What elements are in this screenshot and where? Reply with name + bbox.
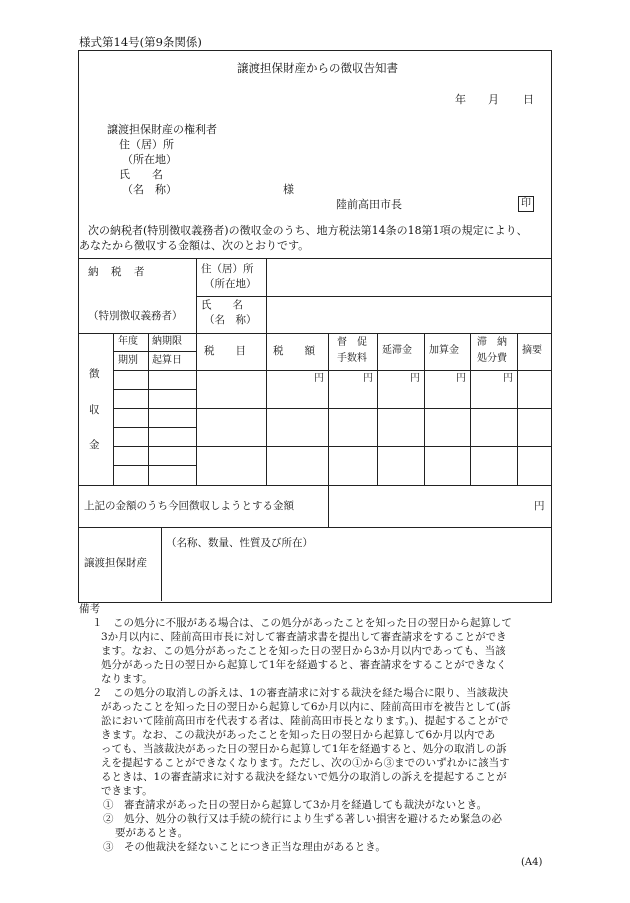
note-line: ２ この処分の取消しの訴えは、1の審査請求に対する裁決を経た場合に限り、当該裁決 bbox=[92, 687, 509, 699]
divider-amount-bottom bbox=[78, 527, 551, 528]
row-label-1: 徴 bbox=[89, 368, 100, 380]
grid-row-a3 bbox=[113, 465, 196, 466]
note-line: ② 処分、処分の執行又は手続の続行により生ずる著しい損害を避けるため緊急の必 bbox=[103, 813, 502, 825]
header-tokusoku-2: 手数料 bbox=[337, 353, 367, 364]
header-kisan: 起算日 bbox=[152, 355, 182, 366]
note-line: １ この処分に不服がある場合は、この処分があったことを知った日の翌日から起算して bbox=[92, 617, 512, 629]
grid-v6 bbox=[377, 333, 378, 485]
grid-row-1 bbox=[113, 408, 551, 409]
header-kasan: 加算金 bbox=[429, 345, 459, 356]
date-day: 日 bbox=[523, 93, 534, 106]
honorific: 様 bbox=[283, 183, 294, 196]
grid-v3 bbox=[196, 333, 197, 485]
header-zeigaku: 税 額 bbox=[273, 345, 315, 357]
recipient-location-label: （所在地） bbox=[122, 153, 177, 166]
note-line: っても、当該裁決があった日の翌日から起算して1年を経過すると、処分の取消しの訴 bbox=[101, 743, 507, 755]
taxpayer-address-label: 住（居）所 bbox=[201, 263, 254, 275]
note-line: えを提起することができなくなります。ただし、次の①から③までのいずれかに該当す bbox=[101, 757, 510, 769]
collect-amount-unit: 円 bbox=[534, 500, 545, 512]
grid-row-2 bbox=[113, 446, 551, 447]
divider-property-col bbox=[161, 527, 162, 601]
note-line: なります。 bbox=[101, 673, 153, 685]
recipient-heading: 譲渡担保財産の権利者 bbox=[107, 123, 217, 136]
paper-size: (A4) bbox=[521, 857, 543, 868]
collect-amount-label: 上記の金額のうち今回徴収しようとする金額 bbox=[84, 500, 294, 512]
taxpayer-name-label: 氏 名 bbox=[201, 299, 243, 311]
grid-v4 bbox=[266, 333, 267, 485]
note-line: 3か月以内に、陸前高田市長に対して審査請求書を提出して審査請求をすることができ bbox=[101, 631, 507, 643]
header-zeimoku: 税 目 bbox=[204, 345, 246, 357]
date-month: 月 bbox=[488, 93, 499, 106]
property-hint: （名称、数量、性質及び所在） bbox=[166, 537, 313, 549]
unit-entai: 円 bbox=[410, 373, 420, 384]
grid-v2 bbox=[148, 333, 149, 485]
grid-header-split bbox=[113, 351, 196, 352]
header-taino-2: 処分費 bbox=[477, 353, 507, 364]
taxpayer-entity-label: （名 称） bbox=[204, 314, 257, 326]
divider-taxpayer-mid bbox=[196, 296, 551, 297]
divider-taxpayer-col2 bbox=[266, 258, 267, 333]
taxpayer-location-label: （所在地） bbox=[204, 278, 257, 290]
grid-v7 bbox=[424, 333, 425, 485]
row-label-3: 金 bbox=[89, 439, 100, 451]
notes-heading: 備考 bbox=[79, 603, 100, 615]
note-line: ます。なお、この処分があったことを知った日の翌日から3か月以内であっても、当該 bbox=[101, 645, 506, 657]
note-line: があったことを知った日の翌日から起算して6か月以内に、陸前高田市を被告として(訴 bbox=[101, 701, 511, 713]
divider-taxpayer-col bbox=[196, 258, 197, 333]
grid-row-a1 bbox=[113, 389, 196, 390]
header-tekiyo: 摘要 bbox=[522, 345, 542, 356]
grid-v9 bbox=[517, 333, 518, 485]
header-kibetsu: 期別 bbox=[118, 355, 138, 366]
taxpayer-sublabel: （特別徴収義務者） bbox=[88, 310, 183, 322]
intro-line-1: 次の納税者(特別徴収義務者)の徴収金のうち、地方税法第14条の18第1項の規定により、 bbox=[88, 224, 528, 237]
grid-v5 bbox=[328, 333, 329, 485]
note-line: ③ その他裁決を経ないことにつき正当な理由があるとき。 bbox=[103, 841, 386, 853]
recipient-entity-label: （名 称） bbox=[122, 183, 177, 196]
grid-v1 bbox=[113, 333, 114, 485]
form-number: 様式第14号(第9条関係) bbox=[79, 35, 202, 49]
unit-tokusoku: 円 bbox=[363, 373, 373, 384]
header-tokusoku-1: 督 促 bbox=[337, 337, 367, 348]
header-taino-1: 滞 納 bbox=[477, 337, 507, 348]
intro-line-2: あなたから徴収する金額は、次のとおりです。 bbox=[79, 239, 310, 252]
note-line: 要があるとき。 bbox=[115, 827, 189, 839]
header-entai: 延滞金 bbox=[382, 345, 412, 356]
recipient-name-label: 氏 名 bbox=[119, 168, 163, 181]
grid-v8 bbox=[470, 333, 471, 485]
seal-stamp: 印 bbox=[518, 196, 534, 212]
note-line: 処分があった日の翌日から起算して1年を経過すると、審査請求をすることができなく bbox=[101, 659, 507, 671]
note-line: るときは、1の審査請求に対する裁決を経ないで処分の取消しの訴えを提起することが bbox=[101, 771, 507, 783]
grid-header-bottom bbox=[113, 370, 551, 371]
note-line: 訟において陸前高田市を代表する者は、陸前高田市長となります。)、提起することがで bbox=[101, 715, 509, 727]
recipient-address-label: 住（居）所 bbox=[119, 138, 174, 151]
grid-bottom bbox=[78, 485, 551, 486]
document-title: 譲渡担保財産からの徴収告知書 bbox=[237, 61, 398, 75]
divider-amount-col bbox=[328, 485, 329, 527]
issuer-name: 陸前高田市長 bbox=[336, 198, 402, 211]
note-line: できます。 bbox=[101, 785, 153, 797]
grid-row-a2 bbox=[113, 427, 196, 428]
note-line: ① 審査請求があった日の翌日から起算して3か月を経過しても裁決がないとき。 bbox=[103, 799, 488, 811]
property-label: 譲渡担保財産 bbox=[84, 557, 147, 569]
divider-taxpayer-top bbox=[78, 258, 551, 259]
date-year: 年 bbox=[455, 93, 466, 106]
note-line: きます。なお、この裁決があったことを知った日の翌日から起算して6か月以内であ bbox=[101, 729, 496, 741]
row-label-2: 収 bbox=[89, 404, 100, 416]
unit-zeigaku: 円 bbox=[314, 373, 324, 384]
unit-taino: 円 bbox=[503, 373, 513, 384]
unit-kasan: 円 bbox=[456, 373, 466, 384]
header-nendo: 年度 bbox=[118, 336, 138, 347]
header-nofu: 納期限 bbox=[152, 336, 182, 347]
taxpayer-label: 納 税 者 bbox=[88, 266, 146, 278]
